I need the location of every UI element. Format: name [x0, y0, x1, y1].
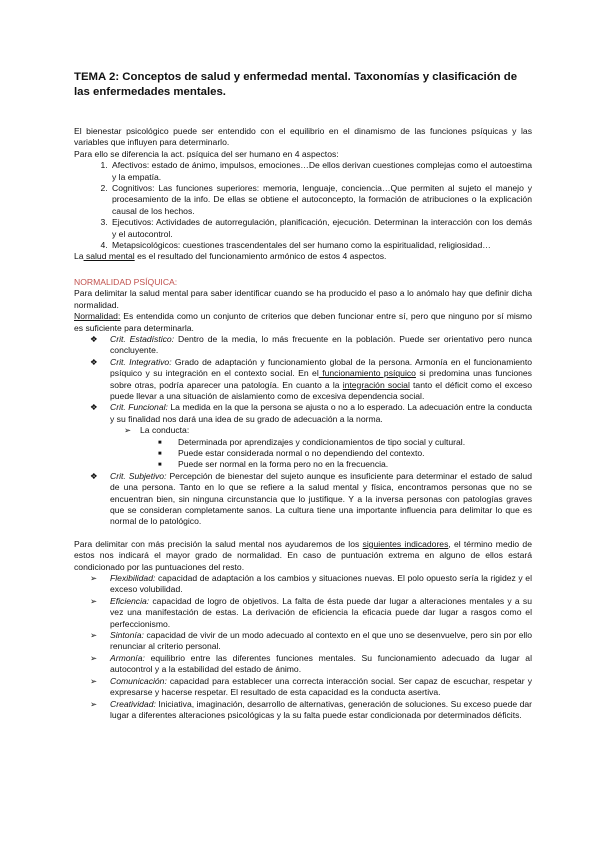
criterio-text: Dentro de la media, lo más frecuente en la población. Puede ser orientativo pero nunca concluyente.	[110, 333, 533, 356]
conducta-label: La conducta:	[140, 425, 190, 436]
aspect-term: Cognitivos	[112, 183, 153, 194]
arrow-bullet-icon: ➢	[90, 652, 98, 663]
criterio-text: Percepción de bienestar del sujeto aunque es insuficiente para determinar el estado de salud de una persona. Tanto en lo que se refiere a la salud mental y física, encontramos personas que no se encuentran bien, sin ninguna circunstancia que lo justifique. Y a la inversa personas con patologías graves que se consideran completamente sanos. La cultura tiene una importante influencia para delimitar lo que es normal de lo patológico.	[110, 470, 532, 527]
conducta-items-list	[74, 437, 532, 471]
arrow-bullet-icon: ➢	[90, 573, 98, 584]
list-item	[74, 402, 532, 425]
list-item	[74, 676, 532, 699]
text-fragment: , el término medio de estos nos indicará el mayor grado de normalidad. En caso de puntuación extrema en alguno de ellos estará condicionado por las puntuaciones del resto.	[74, 538, 532, 572]
list-item	[110, 160, 532, 183]
conducta-item: Determinada por aprendizajes y condicionamientos de tipo social y cultural.	[178, 436, 466, 447]
aspects-list	[74, 160, 532, 251]
intro-paragraph-aspects: Para ello se diferencia la act. psíquica del ser humano en 4 aspectos:	[74, 148, 339, 159]
aspect-term: Metapsicológicos	[112, 240, 178, 251]
salud-mental-term: salud mental	[83, 251, 135, 262]
criterio-name: Crit. Estadístico:	[110, 333, 175, 344]
conducta-list	[74, 425, 532, 436]
indicador-text: capacidad de logro de objetivos. La falta de ésta puede dar lugar a alteraciones mentales y a su vez una manifestación de estas. La derivación de eficiencia la eficacia puede dar lugar a rasgos como el perfeccionismo.	[110, 595, 532, 629]
indicador-term: Armonía:	[110, 652, 145, 663]
list-item	[74, 357, 532, 403]
indicador-term: Creatividad:	[110, 698, 156, 709]
conducta-item: Puede ser normal en la forma pero no en la frecuencia.	[178, 459, 389, 470]
criterio-text: si predomina unas funciones sobre otras, podría aparecer una patología. En cuanto a la	[110, 368, 532, 390]
square-bullet-icon: ■	[158, 450, 162, 457]
indicador-text: Iniciativa, imaginación, desarrollo de alternativas, generación de soluciones. Su exceso puede dar lugar a diferentes alteraciones psicológicas y la su falta puede estar condicionada por determinados déficits.	[110, 698, 532, 720]
page-title: TEMA 2: Conceptos de salud y enfermedad mental. Taxonomías y clasificación de las enfermedades mentales.	[74, 71, 518, 98]
diamond-bullet-icon: ❖	[90, 356, 98, 367]
list-item	[74, 425, 532, 436]
section-heading-normalidad: NORMALIDAD PSÍQUICA:	[74, 276, 178, 287]
indicador-term: Comunicación:	[110, 675, 167, 686]
text-fragment: Es entendida como un conjunto de criterios que deben funcionar entre sí, pero que ninguno por sí mismo es suficiente para determinarla.	[74, 311, 532, 333]
square-bullet-icon: ■	[158, 439, 162, 446]
salud-mental-paragraph	[74, 251, 532, 262]
arrow-bullet-icon: ➢	[90, 698, 98, 709]
normalidad-term: Normalidad:	[74, 311, 121, 322]
indicador-text: equilibrio entre las diferentes funciones mentales. Su funcionamiento adecuado da lugar al autocontrol y a la estabilidad del estado de ánimo.	[110, 652, 532, 675]
normalidad-paragraph: Para delimitar la salud mental para saber identificar cuando se ha producido el paso a lo anómalo hay que definir dicha normalidad.	[74, 288, 532, 310]
indicador-term: Eficiencia:	[110, 595, 150, 606]
list-item	[74, 437, 532, 448]
list-item	[74, 630, 532, 653]
indicador-term: Sintonía:	[110, 630, 144, 641]
criterio-text: tanto el déficit como el exceso puede llevar a una situación de aislamiento como de excesiva dependencia social.	[110, 379, 532, 401]
list-item	[110, 240, 532, 251]
integracion-social-term: integración social	[342, 379, 410, 390]
text-fragment: Para delimitar con más precisión la salud mental nos ayudaremos de los	[74, 538, 363, 549]
text-fragment: es el resultado del funcionamiento armónico de estos 4 aspectos.	[134, 251, 387, 262]
criterio-text: Grado de adaptación y funcionamiento global de la persona. Armonía en el funcionamiento psíquico y su integración en el contexto social. En el	[110, 356, 533, 379]
funcionamiento-psiquico-term: funcionamiento psíquico	[318, 368, 416, 379]
indicador-text: capacidad de vivir de un modo adecuado al contexto en el que uno se desenvuelve, pero sin por ello renunciar al criterio personal.	[110, 630, 532, 652]
document-page	[74, 70, 532, 721]
list-item	[74, 699, 532, 722]
normalidad-definition	[74, 311, 532, 334]
criterio-name: Crit. Integrativo:	[110, 356, 172, 367]
list-item	[74, 596, 532, 630]
arrow-bullet-icon: ➢	[90, 675, 98, 686]
intro-paragraph: El bienestar psicológico puede ser entendido con el equilibrio en el dinamismo de las funciones psíquicas y las variables que influyen para determinarlo.	[74, 126, 532, 148]
indicador-text: capacidad para establecer una correcta interacción social. Ser capaz de escuchar, respetar y expresarse y hacerse respetar. El resultado de esta capacidad es la conducta asertiva.	[110, 675, 532, 698]
list-item	[74, 471, 532, 528]
aspect-text: : cuestiones trascendentales del ser humano como la espiritualidad, religiosidad…	[177, 240, 491, 251]
list-item	[74, 573, 532, 596]
list-item	[74, 653, 532, 676]
criterio-name: Crit. Subjetivo:	[110, 470, 167, 481]
spacer	[74, 528, 532, 539]
diamond-bullet-icon: ❖	[90, 470, 98, 481]
aspect-term: Ejecutivos	[112, 217, 152, 228]
arrow-bullet-icon: ➢	[90, 595, 98, 606]
list-item	[74, 334, 532, 357]
list-item	[110, 217, 532, 240]
indicadores-paragraph	[74, 539, 532, 573]
criterio-text: La medida en la que la persona se ajusta o no a lo esperado. La adecuación entre la conducta y su finalidad nos dará una idea de su grado de adecuación a la norma.	[110, 402, 533, 424]
aspect-term: Afectivos	[112, 160, 147, 171]
diamond-bullet-icon: ❖	[90, 333, 98, 344]
indicadores-list	[74, 573, 532, 721]
conducta-item: Puede estar considerada normal o no dependiendo del contexto.	[178, 447, 425, 458]
text-fragment: La	[74, 251, 84, 262]
siguientes-indicadores-term: siguientes indicadores	[362, 538, 449, 549]
criterios-list-continued	[74, 471, 532, 528]
aspect-text: : Actividades de autorregulación, planificación, ejecución. Determinan la interacción con los demás y el autocontrol.	[112, 217, 532, 239]
list-item	[74, 448, 532, 459]
aspect-text: : Las funciones superiores: memoria, lenguaje, conciencia…Que permiten al sujeto el manejo y procesamiento de la info. De ellas se obtiene el autoconcepto, la formación de atribuciones o la explicación causal de los hechos.	[112, 183, 532, 216]
diamond-bullet-icon: ❖	[90, 402, 98, 413]
indicador-term: Flexibilidad:	[110, 573, 156, 584]
aspect-text: : estado de ánimo, impulsos, emociones…De ellos derivan cuestiones complejas como el autoestima y la empatía.	[112, 160, 532, 182]
list-item	[74, 459, 532, 470]
arrow-bullet-icon: ➢	[124, 425, 132, 436]
list-item	[110, 183, 532, 217]
arrow-bullet-icon: ➢	[90, 630, 98, 641]
criterios-list	[74, 334, 532, 425]
square-bullet-icon: ■	[158, 462, 162, 469]
criterio-name: Crit. Funcional:	[110, 402, 168, 413]
indicador-text: capacidad de adaptación a los cambios y situaciones nuevas. El polo opuesto sería la rigidez y el exceso volubilidad.	[110, 573, 532, 595]
